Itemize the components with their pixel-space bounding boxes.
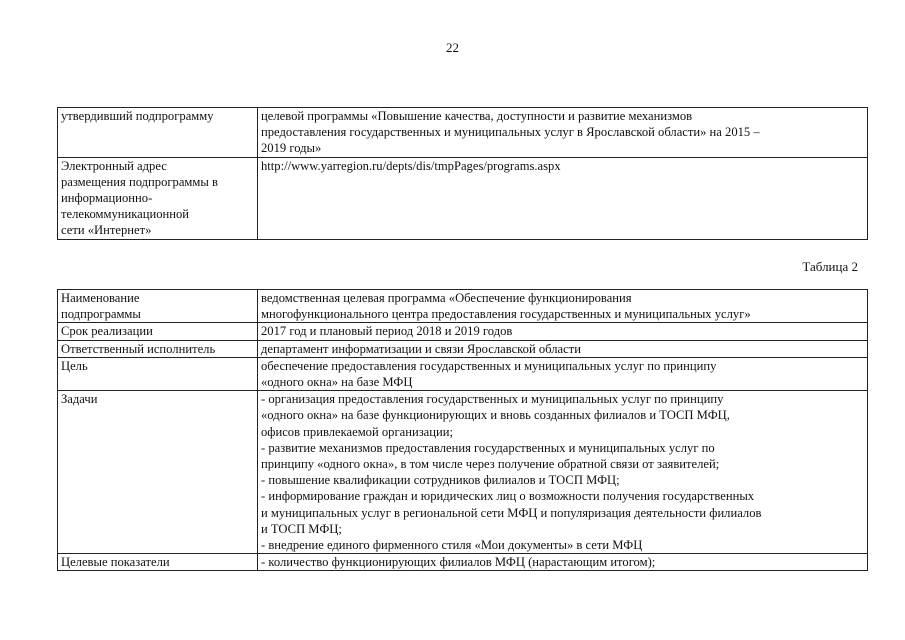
label-line: утвердивший подпрограмму — [61, 109, 214, 123]
row-value-cell — [258, 391, 868, 554]
table-caption: Таблица 2 — [802, 259, 858, 274]
value-line: департамент информатизации и связи Ярославской области — [261, 341, 581, 356]
row-label-cell — [58, 554, 258, 571]
row-value-cell — [258, 340, 868, 357]
label-line: телекоммуникационной — [61, 207, 190, 222]
label-line: Цель — [61, 358, 88, 373]
value-line: - развитие механизмов предоставления государственных и муниципальных услуг по — [261, 440, 715, 455]
row-label-cell — [58, 391, 258, 554]
label-line: размещения подпрограммы в — [61, 174, 218, 189]
label-line: Целевые показатели — [61, 555, 170, 570]
value-line: «одного окна» на базе МФЦ — [261, 375, 413, 390]
value-line: и ТОСП МФЦ; — [261, 521, 342, 536]
label-line: Наименование — [61, 291, 140, 305]
table2-body — [58, 290, 868, 571]
table1-body — [58, 108, 868, 240]
subprogram-passport-table — [57, 289, 868, 571]
table-row — [58, 391, 868, 554]
row-label-cell — [58, 340, 258, 357]
label-line: Ответственный исполнитель — [61, 341, 216, 356]
table-row — [58, 340, 868, 357]
row-value-cell — [258, 108, 868, 158]
table-row — [58, 108, 868, 158]
label-line: сети «Интернет» — [61, 223, 152, 238]
value-line: принципу «одного окна», в том числе через получение обратной связи от заявителей; — [261, 457, 720, 472]
page-number: 22 — [446, 40, 459, 55]
value-line: 2017 год и плановый период 2018 и 2019 годов — [261, 324, 513, 339]
value-line: целевой программы «Повышение качества, доступности и развитие механизмов — [261, 109, 693, 123]
table-row — [58, 357, 868, 390]
label-line: Электронный адрес — [61, 158, 167, 173]
value-line: ведомственная целевая программа «Обеспечение функционирования — [261, 291, 632, 305]
row-label-cell — [58, 290, 258, 323]
row-value-cell — [258, 554, 868, 571]
table-row — [58, 157, 868, 239]
label-line: информационно- — [61, 191, 153, 206]
value-line: «одного окна» на базе функционирующих и вновь созданных филиалов и ТОСП МФЦ, — [261, 408, 730, 423]
row-value-cell — [258, 290, 868, 323]
value-line: 2019 годы» — [261, 141, 322, 156]
row-label-cell — [58, 157, 258, 239]
value-line: - внедрение единого фирменного стиля «Мои документы» в сети МФЦ — [261, 538, 643, 553]
value-line: офисов привлекаемой организации; — [261, 424, 453, 439]
table-row — [58, 323, 868, 340]
label-line: Задачи — [61, 392, 98, 407]
value-line: многофункционального центра предоставления государственных и муниципальных услуг» — [261, 307, 751, 322]
table-row — [58, 554, 868, 571]
value-line: - повышение квалификации сотрудников филиалов и ТОСП МФЦ; — [261, 473, 620, 488]
label-line: Срок реализации — [61, 324, 153, 339]
row-label-cell — [58, 108, 258, 158]
row-value-cell — [258, 357, 868, 390]
passport-table-continued — [57, 107, 868, 240]
table-row — [58, 290, 868, 323]
row-label-cell — [58, 323, 258, 340]
row-value-cell — [258, 323, 868, 340]
value-line: - информирование граждан и юридических лиц о возможности получения государственных — [261, 489, 755, 504]
value-line: обеспечение предоставления государственных и муниципальных услуг по принципу — [261, 358, 717, 373]
value-line: и муниципальных услуг в региональной сети МФЦ и популяризация деятельности филиалов — [261, 505, 762, 520]
value-line: - организация предоставления государственных и муниципальных услуг по принципу — [261, 392, 724, 407]
value-line: предоставления государственных и муниципальных услуг в Ярославской области» на 2015 – — [261, 125, 760, 140]
value-line: - количество функционирующих филиалов МФЦ (нарастающим итогом); — [261, 555, 656, 570]
label-line: подпрограммы — [61, 307, 141, 322]
program-url[interactable]: http://www.yarregion.ru/depts/dis/tmpPages/programs.aspx — [261, 158, 561, 173]
row-label-cell — [58, 357, 258, 390]
row-value-cell — [258, 157, 868, 239]
